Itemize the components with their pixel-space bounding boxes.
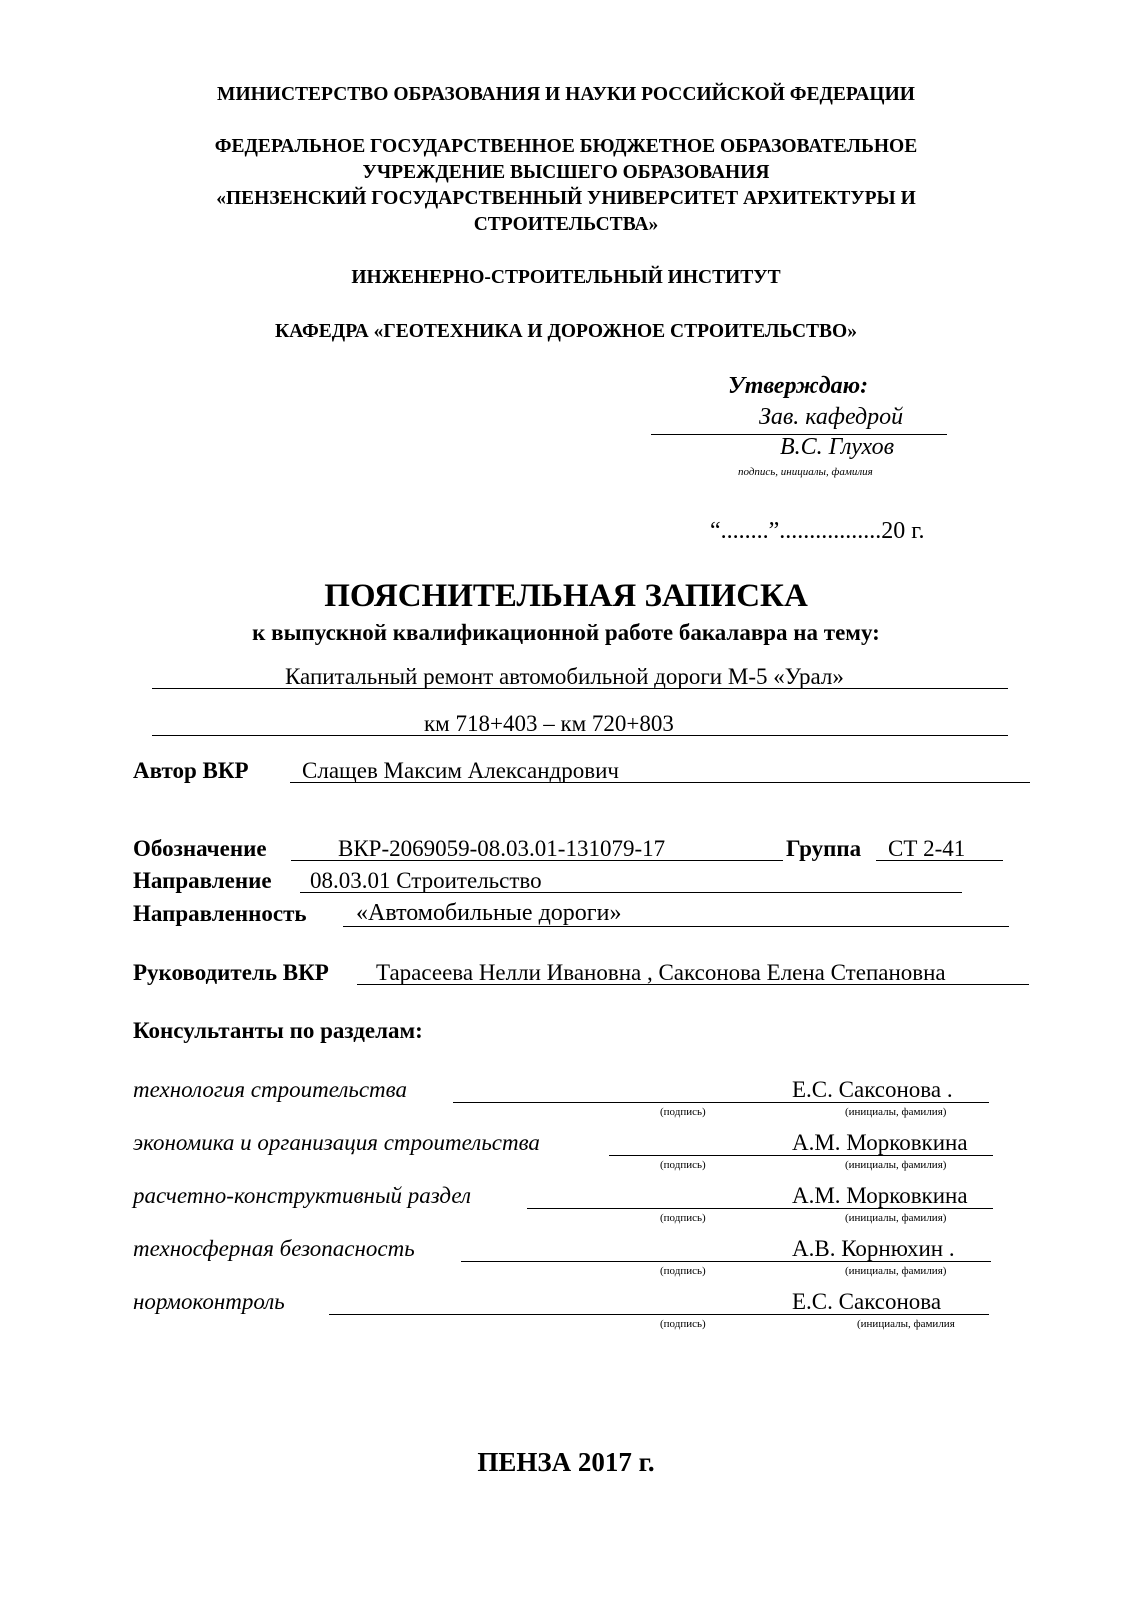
consultant-name-3: А.М. Морковкина	[792, 1183, 968, 1208]
name-caption-2: (инициалы, фамилия)	[845, 1159, 947, 1171]
consultant-name-5: Е.С. Саксонова	[792, 1289, 942, 1314]
group-label: Группа	[786, 836, 862, 861]
consultant-name-1: Е.С. Саксонова .	[792, 1077, 953, 1102]
consultant-name-2: А.М. Морковкина	[792, 1130, 968, 1155]
designation-label: Обозначение	[133, 836, 267, 861]
organization-line-4: СТРОИТЕЛЬСТВА»	[473, 214, 659, 235]
document-subtitle: к выпускной квалификационной работе бакалавра на тему:	[252, 620, 880, 645]
topic-line-2: км 718+403 – км 720+803	[424, 711, 674, 736]
consultant-section-5: нормоконтроль	[133, 1289, 285, 1314]
signature-caption-2: (подпись)	[660, 1159, 706, 1171]
consultant-section-4: техносферная безопасность	[133, 1236, 415, 1261]
direction-value: 08.03.01 Строительство	[310, 868, 542, 893]
ministry-heading: МИНИСТЕРСТВО ОБРАЗОВАНИЯ И НАУКИ РОССИЙСКОЙ ФЕДЕРАЦИИ	[217, 84, 915, 105]
department-heading: КАФЕДРА «ГЕОТЕХНИКА И ДОРОЖНОЕ СТРОИТЕЛЬСТВО»	[275, 321, 857, 342]
supervisor-label: Руководитель ВКР	[133, 960, 329, 985]
name-caption-4: (инициалы, фамилия)	[845, 1265, 947, 1277]
approval-date: “........”.................20 г.	[710, 518, 925, 544]
focus-label: Направленность	[133, 901, 307, 926]
topic-line-1: Капитальный ремонт автомобильной дороги М-5 «Урал»	[285, 664, 844, 689]
signature-caption-5: (подпись)	[660, 1318, 706, 1330]
document-title: ПОЯСНИТЕЛЬНАЯ ЗАПИСКА	[324, 578, 808, 614]
signature-caption-4: (подпись)	[660, 1265, 706, 1277]
direction-label: Направление	[133, 868, 272, 893]
approval-position: Зав. кафедрой	[759, 404, 904, 430]
signature-caption-3: (подпись)	[660, 1212, 706, 1224]
name-caption-5: (инициалы, фамилия	[857, 1318, 955, 1330]
consultant-section-3: расчетно-конструктивный раздел	[133, 1183, 472, 1208]
consultant-name-4: А.В. Корнюхин .	[792, 1236, 955, 1261]
consultants-heading: Консультанты по разделам:	[133, 1018, 423, 1043]
city-year: ПЕНЗА 2017 г.	[477, 1447, 655, 1477]
name-caption-1: (инициалы, фамилия)	[845, 1106, 947, 1118]
organization-line-2: УЧРЕЖДЕНИЕ ВЫСШЕГО ОБРАЗОВАНИЯ	[362, 162, 770, 183]
signature-caption-1: (подпись)	[660, 1106, 706, 1118]
organization-line-1: ФЕДЕРАЛЬНОЕ ГОСУДАРСТВЕННОЕ БЮДЖЕТНОЕ ОБРАЗОВАТЕЛЬНОЕ	[214, 136, 918, 157]
consultant-section-2: экономика и организация строительства	[133, 1130, 540, 1155]
institute-heading: ИНЖЕНЕРНО-СТРОИТЕЛЬНЫЙ ИНСТИТУТ	[351, 267, 781, 288]
consultant-section-1: технология строительства	[133, 1077, 407, 1102]
approval-label: Утверждаю:	[728, 373, 869, 399]
author-label: Автор ВКР	[133, 758, 249, 783]
name-caption-3: (инициалы, фамилия)	[845, 1212, 947, 1224]
organization-line-3: «ПЕНЗЕНСКИЙ ГОСУДАРСТВЕННЫЙ УНИВЕРСИТЕТ АРХИТЕКТУРЫ И	[216, 188, 916, 209]
approval-name: В.С. Глухов	[780, 434, 894, 460]
group-value: СТ 2-41	[888, 836, 966, 861]
author-value: Слащев Максим Александрович	[302, 758, 619, 783]
designation-value: ВКР-2069059-08.03.01-131079-17	[338, 836, 666, 861]
focus-value: «Автомобильные дороги»	[356, 900, 622, 926]
supervisor-value: Тарасеева Нелли Ивановна , Саксонова Елена Степановна	[376, 960, 946, 985]
approval-caption: подпись, инициалы, фамилия	[738, 466, 873, 478]
